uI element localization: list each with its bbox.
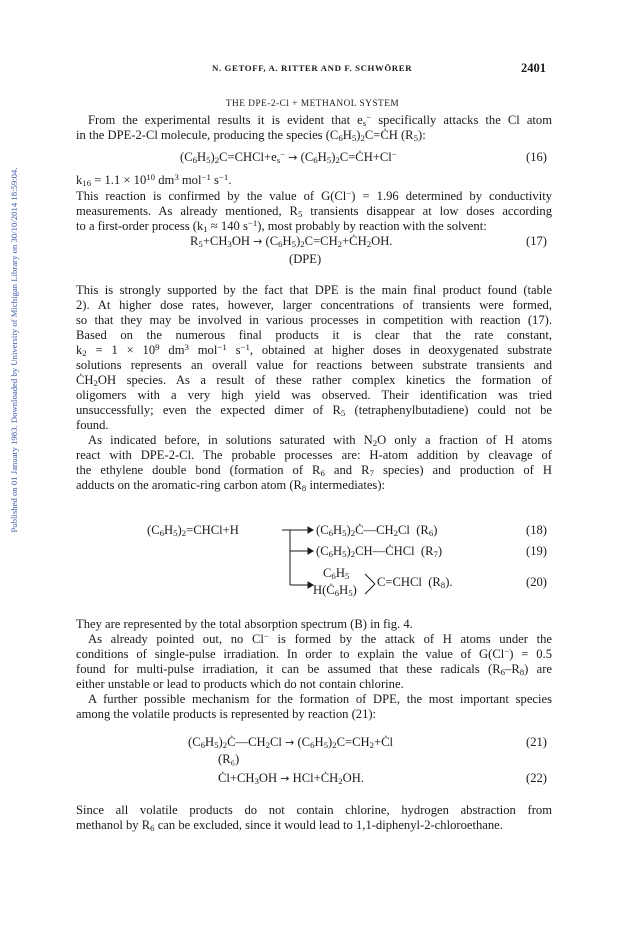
equation-19: $(C_6H_5)_2CH—ĊHCl$ $(R_7)$ bbox=[316, 544, 443, 560]
eq-number-17: (17) bbox=[526, 234, 547, 248]
paragraph-5: Since all volatile products do not contain chlorine, hydrogen abstraction from methanol by $R_6$ can be excluded, since it would lead to 1,1-diphenyl-2-chloroethane. bbox=[76, 803, 552, 834]
paragraph-2: This reaction is confirmed by the value of G(Cl−) = 1.96 determined by conductivity measurements. As already mentioned, $R_5$ transients disappear at low doses according to a first-order process ($k_1 \approx 140$ $s^{-1}$), most probably by reaction with the solvent: bbox=[76, 188, 553, 235]
equation-18-reactants: $(C_6H_5)_2=CHCl+H$ bbox=[147, 523, 239, 539]
equation-20-bond bbox=[364, 571, 378, 597]
equation-18: $(C_6H_5)_2Ċ—CH_2Cl$ $(R_6)$ bbox=[316, 523, 438, 539]
paragraph-4: They are represented by the total absorption spectrum (B) in fig. 4. As already pointed out, no Cl− is formed by the attack of H atoms under the conditions of single-pulse irradiation. In order to explain the value of G(Cl−) = 0.5 found for multi-pulse irradiation, it can be assumed that these radicals $(R_6-R_8)$ are either unstable or lead to products which do not contain chlorine. A further possible mechanism for the formation of DPE, the most important species among the volatile products is represented by reaction (21): bbox=[76, 617, 552, 721]
r6-label: (R₆) bbox=[218, 752, 240, 766]
equation-20-bottom: $H(Ċ_6H_5)$ bbox=[313, 583, 357, 599]
equation-20: C=CHCl $(R_8)$. bbox=[377, 575, 453, 591]
equation-20-top: $C_6H_5$ bbox=[323, 566, 350, 582]
paragraph-1: From the experimental results it is evident that $e_s^-$ specifically attacks the Cl atom in the DPE-2-Cl molecule, producing the species $(C_6H_5)_2C=ĊH$ $(R_5)$: bbox=[76, 112, 553, 144]
equation-17: $R_5+CH_3OH$ → $(C_6H_5)_2C=CH_2+ĊH_2OH$. bbox=[190, 234, 393, 250]
rate-constant-k16: $k_{16} = 1.1 \times 10^{10}$ $dm^3$ mol$^{-1}$ $s^{-1}$. bbox=[76, 172, 232, 189]
eq-number-20: (20) bbox=[526, 575, 547, 589]
equation-21: $(C_6H_5)_2Ċ—CH_2Cl$ → $(C_6H_5)_2C=CH_2+Ċl$ bbox=[188, 735, 394, 751]
paragraph-3: This is strongly supported by the fact that DPE is the main final product found (table 2). At higher dose rates, however, larger concentrations of transients were formed, so that they may be involved in various processes in competition with reaction (17). Based on the numerous final products it is clear that the rate constant, $k_2 = 1 \times 10^9$ $dm^3$ mol$^{-1}$ $s^{-1}$, obtained at higher doses in deoxygenated substrate solutions represents an overall value for reactions between substrate transients and $ĊH_2OH$ species. As a result of these rather complex kinetics the formation of oligomers with a very high yield was observed. Their identification was tried unsuccessfully; even the expected dimer of $R_5$ (tetraphenylbutadiene) could not be found. As indicated before, in solutions saturated with $N_2O$ only a fraction of H atoms react with DPE-2-Cl. The probable processes are: H-atom addition by cleavage of the ethylene double bond (formation of $R_6$ and $R_7$ species) and production of H adducts on the aromatic-ring carbon atom ($R_8$ intermediates): bbox=[76, 283, 553, 494]
eq-number-22: (22) bbox=[526, 771, 547, 785]
section-title: THE DPE-2-Cl + METHANOL SYSTEM bbox=[225, 99, 400, 109]
dpe-label: (DPE) bbox=[289, 252, 322, 266]
running-header-authors: N. GETOFF, A. RITTER AND F. SCHWÖRER bbox=[212, 63, 413, 73]
download-watermark-text: Published on 01 January 1983. Downloaded by University of Michigan Library on 30/10/2014 18:59:04. bbox=[9, 167, 19, 533]
page-number: 2401 bbox=[521, 61, 546, 75]
eq-number-16: (16) bbox=[526, 150, 547, 164]
equation-16: $(C_6H_5)_2C=CHCl+e_s^-$ → $(C_6H_5)_2C=ĊH+Cl^-$ bbox=[180, 149, 397, 166]
equation-22: $Ċl+CH_3OH$ → $HCl+ĊH_2OH$. bbox=[218, 771, 364, 787]
eq-number-18: (18) bbox=[526, 523, 547, 537]
eq-number-19: (19) bbox=[526, 544, 547, 558]
eq-number-21: (21) bbox=[526, 735, 547, 749]
